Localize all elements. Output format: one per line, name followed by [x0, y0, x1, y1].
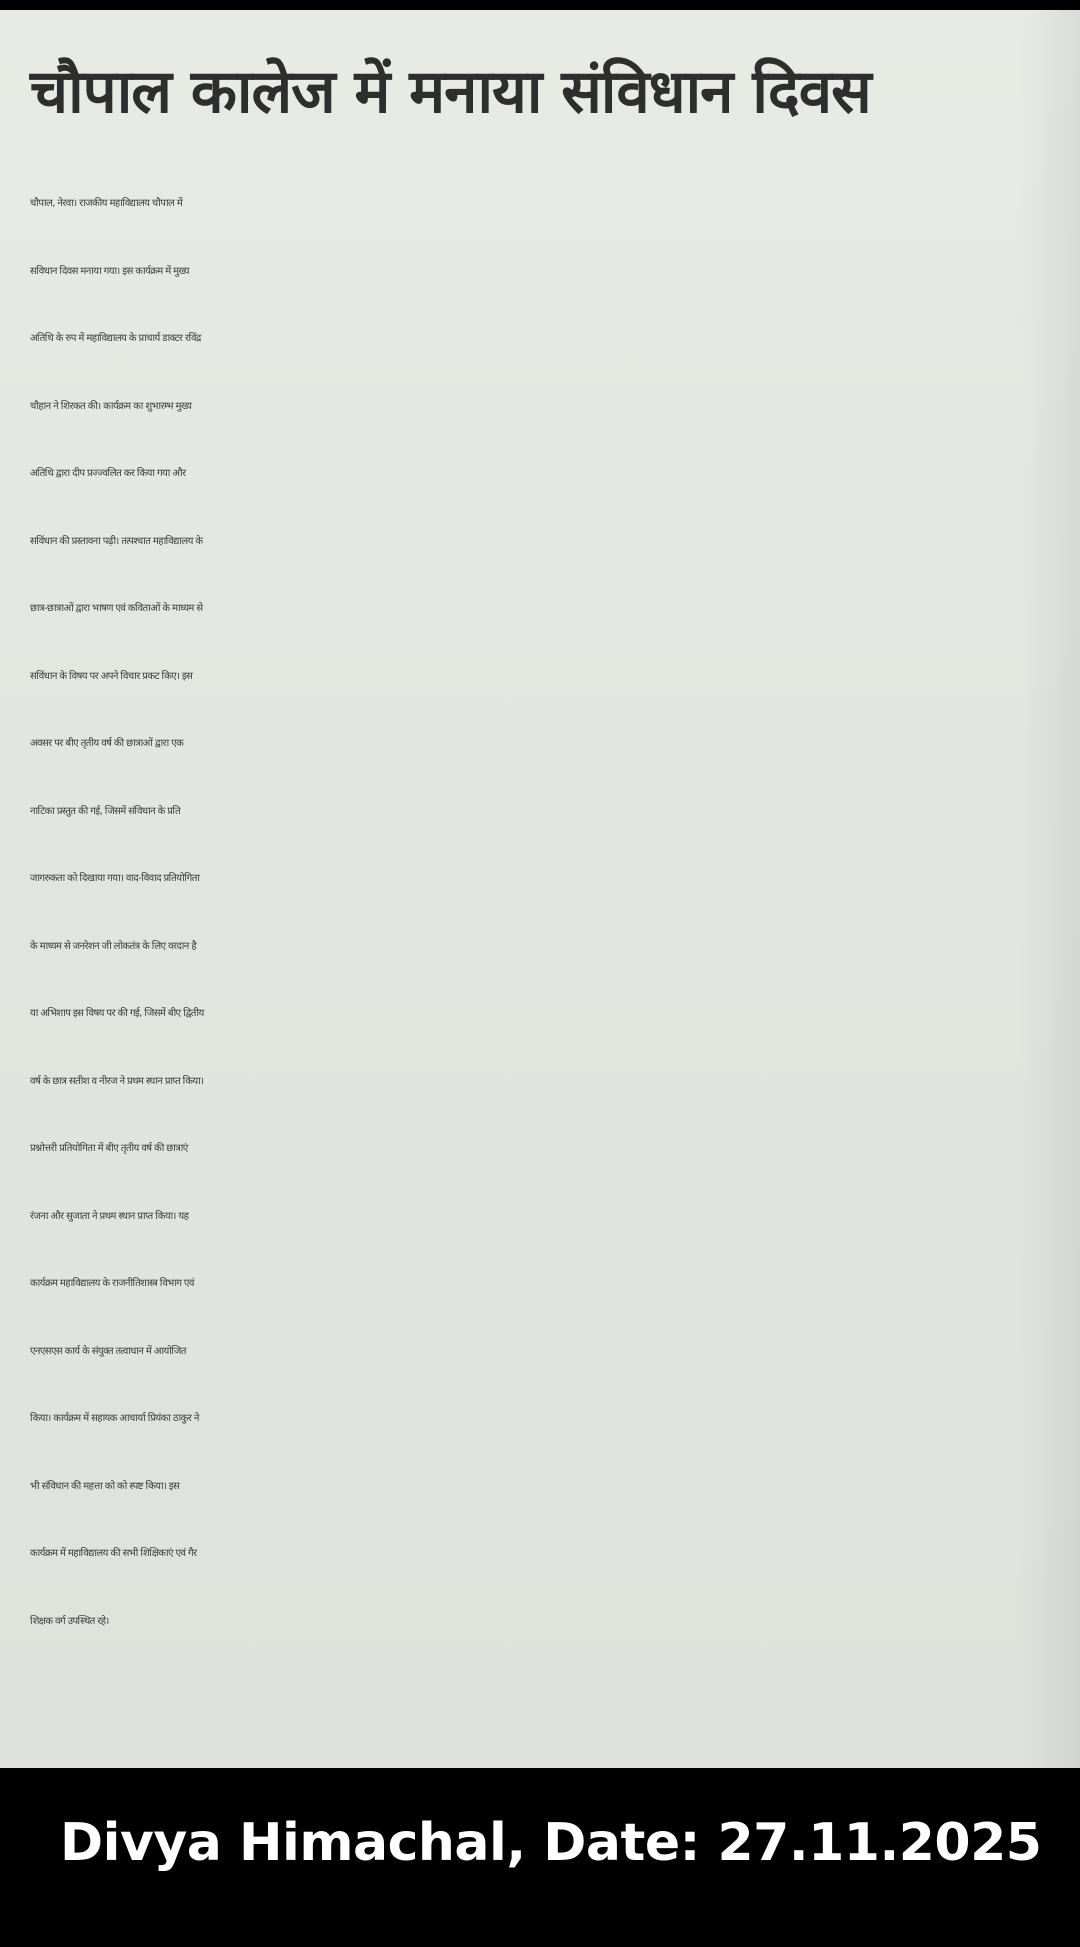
- source-date-caption: Divya Himachal, Date: 27.11.2025: [60, 1813, 1042, 1873]
- article-line: अतिथि के रुप में महाविद्यालय के प्राचार्य डाक्टर रविंद्र: [30, 333, 201, 344]
- article-line: अतिथि द्वारा दीप प्रज्ज्वलित कर किया गया और: [30, 468, 186, 479]
- article-line: कार्यक्रम महाविद्यालय के राजनीतिशास्त्र विभाग एवं: [30, 1278, 194, 1289]
- article-line: छात्र-छात्राओं द्वारा भाषण एवं कविताओं के माध्यम से: [30, 603, 203, 614]
- article-line: सविंधान के विषय पर अपने विचार प्रकट किए। इस: [30, 670, 193, 682]
- newspaper-clipping: [0, 10, 1080, 1768]
- article-line: सविधान दिवस मनाया गया। इस कार्यक्रम में मुख्य: [30, 265, 190, 277]
- caption-bar: [0, 1768, 1080, 1947]
- article-line: वर्ष के छात्र सतीश व नीरज ने प्रथम स्थान प्राप्त किया।: [30, 1075, 204, 1087]
- article-line: सविंधान की प्रस्तावना पढ़ी। तत्पश्चात महाविद्यालय के: [30, 535, 203, 547]
- article-headline: चौपाल कालेज में मनाया संविधान दिवस: [30, 57, 871, 127]
- article-line: चौहान ने शिरकत की। कार्यक्रम का शुभारम्भ मुख्य: [30, 400, 192, 412]
- article-line: जागरुकता को दिखाया गया। वाद-विवाद प्रतियोगिता: [30, 873, 200, 884]
- article-line: अवसर पर बीए तृतीय वर्ष की छात्राओं द्वारा एक: [30, 738, 184, 749]
- article-line: कार्यक्रम में महाविद्यालय की सभी शिक्षिकाएं एवं गैर: [30, 1548, 197, 1559]
- article-body: [30, 170, 1070, 1655]
- article-line: प्रश्नोत्तरी प्रतियोगिता में बीए तृतीय वर्ष की छात्राएं: [30, 1143, 188, 1154]
- article-line: किया। कार्यक्रम में सहायक आचार्या प्रियंका ठाकुर ने: [30, 1413, 199, 1424]
- article-line: एनएसएस कार्य के संयुक्त तत्वाधान में आयोजित: [30, 1345, 186, 1357]
- article-line: या अभिशाप इस विषय पर की गई, जिसमें बीए द्वितीय: [30, 1008, 204, 1019]
- article-line: भी संविधान की महत्ता को को स्पष्ट किया। इस: [30, 1480, 180, 1492]
- article-line: नाटिका प्रस्तुत की गई, जिसमें संविधान के प्रति: [30, 805, 181, 817]
- article-line: चौपाल, नेरवा। राजकीय महाविद्यालय चौपाल में: [30, 198, 183, 209]
- article-line: रंजना और सुजाता ने प्रथम स्थान प्राप्त किया। यह: [30, 1210, 189, 1222]
- article-line: के माध्यम से जनरेशन जी लोकतंत्र के लिए वरदान है: [30, 940, 197, 952]
- article-line: शिक्षक वर्ग उपस्थित रहे।: [30, 1615, 109, 1627]
